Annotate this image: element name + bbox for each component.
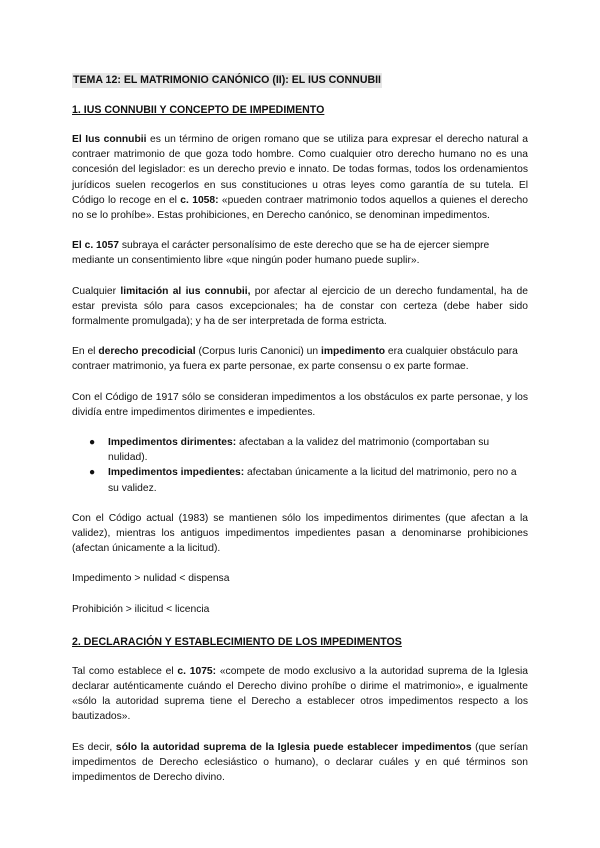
bold-term: El c. 1057 — [72, 240, 119, 252]
list-item — [89, 435, 528, 465]
bullet-icon: ● — [89, 467, 96, 479]
text-run: afectaban únicamente a la licitud del matrimonio, pero no a su validez. — [108, 467, 517, 494]
impedimentos-list — [72, 435, 528, 496]
paragraph-c1057 — [72, 238, 528, 268]
text-run: (Corpus Iuris Canonici) un — [195, 346, 321, 358]
text-run: (que serían impedimentos de Derecho eclesiástico o humano), o declarar cuáles y en qué términos son impedimentos de Derecho divino. — [72, 741, 529, 784]
paragraph-c1075 — [72, 664, 528, 725]
paragraph-ius-connubii — [72, 132, 528, 223]
formula-impedimento: Impedimento > nulidad < dispensa — [72, 573, 230, 585]
paragraph-limitacion — [72, 284, 528, 330]
text-run: En el — [72, 346, 99, 358]
bold-term: Impedimentos dirimentes: — [108, 437, 237, 449]
paragraph-codigo-1917: Con el Código de 1917 sólo se consideran impedimentos a los obstáculos ex parte personae, y los dividía entre impedimentos dirimentes e impedientes. — [72, 391, 528, 418]
bullet-icon: ● — [89, 437, 96, 449]
text-run: «compete de modo exclusivo a la autoridad suprema de la Iglesia declarar auténticamente cuándo el Derecho divino prohíbe o dirime el matrimonio», e igualmente «sólo la autoridad suprema tiene el Derecho a establecer otros impedimentos respecto a los bautizados». — [72, 665, 528, 723]
bold-term: derecho precodicial — [98, 346, 196, 358]
text-run: Tal como establece el — [72, 665, 178, 677]
text-run: «pueden contraer matrimonio todos aquellos a quienes el derecho no se lo prohíbe». Estas prohibiciones, en Derecho canónico, se denominan impedimentos. — [72, 194, 528, 222]
text-run: afectaban a la validez del matrimonio (comportaban su nulidad). — [108, 437, 490, 464]
text-run: es un término de origen romano que se utiliza para expresar el derecho natural a contraer matrimonio de que goza todo hombre. Como cualquier otro derecho humano no es una concesión del legislador: es un derecho previo e innato. De todas formas, todos los ordenamientos jurídicos suelen recogerlos en sus constituciones u otras leyes como garantía de su tutela. El Código lo recoge en el — [72, 134, 528, 206]
bold-term: El Ius connubii — [72, 134, 147, 145]
paragraph-autoridad-suprema — [72, 740, 528, 786]
bold-term: sólo la autoridad suprema de la Iglesia puede establecer impedimentos — [115, 741, 472, 753]
document-content — [72, 70, 528, 800]
section-2 — [72, 632, 528, 785]
document-title: TEMA 12: EL MATRIMONIO CANÓNICO (II): EL IUS CONNUBII — [73, 74, 382, 86]
paragraph-derecho-precodicial — [72, 344, 528, 374]
paragraph-codigo-actual: Con el Código actual (1983) se mantienen sólo los impedimentos dirimentes (que afectan a la validez), mientras los antiguos impedimentos impedientes pasan a denominarse prohibiciones (afectan únicamente a la licitud). — [72, 512, 528, 555]
list-item — [89, 465, 528, 495]
text-run: Es decir, — [72, 741, 116, 753]
bold-term: Impedimentos impedientes: — [108, 467, 245, 479]
text-run: era cualquier obstáculo para contraer matrimonio, ya fuera ex parte personae, ex parte consensu o ex parte formae. — [72, 346, 518, 373]
section-2-heading: 2. DECLARACIÓN Y ESTABLECIMIENTO DE LOS IMPEDIMENTOS — [72, 635, 402, 648]
text-run: por afectar al ejercicio de un derecho fundamental, ha de estar prevista sólo para casos excepcionales; ha de constar con certeza (debe haber sido formalmente promulgada); y ha de ser interpretada de forma estricta. — [72, 285, 528, 328]
section-1 — [72, 100, 528, 617]
text-run: subraya el carácter personalísimo de este derecho que se ha de ejercer siempre mediante un consentimiento libre «que ningún poder humano puede suplir». — [72, 240, 490, 267]
bold-term: c. 1075: — [177, 665, 217, 677]
bold-term: c. 1058: — [180, 194, 219, 206]
bold-term: limitación al ius connubii, — [120, 285, 251, 297]
bold-term: impedimento — [320, 346, 386, 358]
section-1-heading: 1. IUS CONNUBII Y CONCEPTO DE IMPEDIMENTO — [72, 104, 325, 116]
text-run: Cualquier — [72, 285, 121, 297]
formula-prohibicion: Prohibición > ilicitud < licencia — [72, 603, 210, 615]
